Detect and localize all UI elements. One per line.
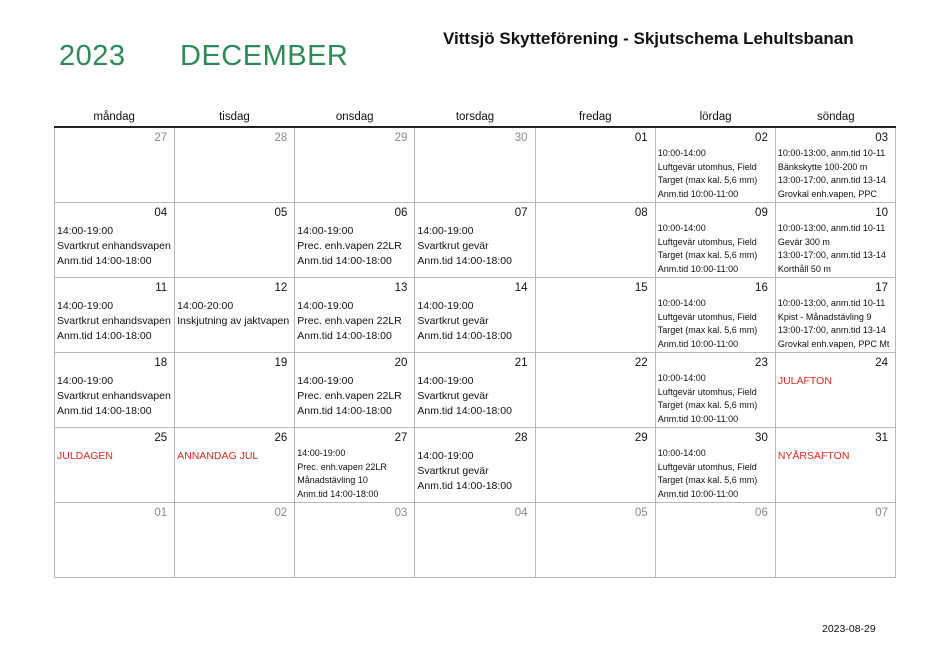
day-number: 18 <box>154 357 168 369</box>
event-lines <box>778 222 893 276</box>
day-number: 25 <box>154 432 168 444</box>
event-line: 10:00-14:00 <box>657 298 706 308</box>
event-line: Kpist - Månadstävling 9 <box>777 311 872 322</box>
day-number: 06 <box>394 207 408 219</box>
day-cell <box>295 278 415 353</box>
day-number: 20 <box>394 357 408 369</box>
day-cell <box>415 278 535 353</box>
event-lines <box>417 374 532 419</box>
day-cell <box>776 503 896 578</box>
day-number: 03 <box>875 132 888 144</box>
event-line: 14:00-19:00 <box>297 225 354 237</box>
event-lines <box>177 299 292 329</box>
event-line: 13:00-17:00, anm.tid 13-14 <box>777 250 886 261</box>
holiday-label: JULAFTON <box>777 375 832 387</box>
event-lines <box>297 374 412 419</box>
day-cell <box>295 353 415 428</box>
event-line: Prec. enh.vapen 22LR <box>297 240 402 252</box>
event-line: Anm.tid 14:00-18:00 <box>297 405 392 417</box>
event-line: Korthåll 50 m <box>777 263 831 274</box>
day-cell <box>536 428 656 503</box>
day-number: 22 <box>634 357 648 369</box>
day-number: 10 <box>875 207 888 219</box>
day-cell <box>415 503 535 578</box>
day-number: 30 <box>514 132 528 144</box>
day-number: 31 <box>875 432 888 444</box>
day-number: 01 <box>634 132 648 144</box>
day-number: 12 <box>274 282 288 294</box>
event-line: 14:00-19:00 <box>57 300 114 312</box>
day-cell <box>656 278 776 353</box>
event-lines <box>297 299 412 344</box>
event-line: Luftgevär utomhus, Field <box>657 236 757 247</box>
event-line: Luftgevär utomhus, Field <box>657 311 757 322</box>
event-line: Prec. enh.vapen 22LR <box>297 461 387 472</box>
event-lines <box>658 372 773 426</box>
event-line: Anm.tid 10:00-11:00 <box>657 488 739 499</box>
page-title: Vittsjö Skytteförening - Skjutschema Lehultsbanan <box>443 29 854 48</box>
weekday-header-row <box>54 108 896 128</box>
day-cell <box>175 128 295 203</box>
event-line: Anm.tid 14:00-18:00 <box>297 255 392 267</box>
day-cell <box>55 428 175 503</box>
event-line: Svartkrut gevär <box>417 315 489 327</box>
day-cell <box>415 353 535 428</box>
day-cell <box>656 428 776 503</box>
event-line: Anm.tid 10:00-11:00 <box>657 413 739 424</box>
event-line: Target (max kal. 5,6 mm) <box>657 400 758 411</box>
event-lines <box>658 447 773 501</box>
day-cell <box>536 128 656 203</box>
event-line: Target (max kal. 5,6 mm) <box>657 175 758 186</box>
event-line: 10:00-14:00 <box>657 148 706 158</box>
event-line: 10:00-13:00, anm.tid 10-11 <box>777 148 886 158</box>
event-line: 14:00-19:00 <box>417 225 474 237</box>
event-line: Svartkrut gevär <box>417 390 489 402</box>
event-line: Anm.tid 14:00-18:00 <box>417 255 512 267</box>
event-lines <box>658 222 773 276</box>
day-cell <box>415 428 535 503</box>
weekday-header: onsdag <box>335 111 374 123</box>
day-number: 26 <box>274 432 288 444</box>
event-line: Anm.tid 14:00-18:00 <box>417 405 512 417</box>
event-line: Anm.tid 14:00-18:00 <box>57 405 152 417</box>
event-line: Månadstävling 10 <box>297 475 368 486</box>
event-line: Inskjutning av jaktvapen <box>177 315 290 327</box>
day-cell <box>55 203 175 278</box>
event-line: Gevär 300 m <box>777 236 830 247</box>
event-lines <box>778 147 893 201</box>
day-cell <box>536 503 656 578</box>
day-cell <box>295 428 415 503</box>
day-cell <box>776 353 896 428</box>
day-cell <box>175 353 295 428</box>
event-line: 10:00-14:00 <box>657 223 706 233</box>
day-cell <box>175 278 295 353</box>
event-line: Anm.tid 10:00-11:00 <box>657 263 739 274</box>
event-line: Target (max kal. 5,6 mm) <box>657 325 758 336</box>
day-cell <box>295 203 415 278</box>
event-line: 13:00-17:00, anm.tid 13-14 <box>777 325 886 336</box>
day-number: 02 <box>755 132 768 144</box>
event-line: 14:00-19:00 <box>57 225 114 237</box>
day-number: 08 <box>634 207 648 219</box>
day-number: 09 <box>755 207 768 219</box>
event-lines <box>658 297 773 351</box>
event-line: Svartkrut enhandsvapen <box>57 390 171 402</box>
day-number: 03 <box>394 507 408 519</box>
weekday-header: torsdag <box>455 111 495 123</box>
day-number: 07 <box>514 207 528 219</box>
day-cell <box>776 128 896 203</box>
day-number: 05 <box>274 207 288 219</box>
day-cell <box>55 278 175 353</box>
event-lines <box>297 224 412 269</box>
event-line: Luftgevär utomhus, Field <box>657 386 757 397</box>
day-number: 24 <box>875 357 888 369</box>
event-lines <box>297 447 412 501</box>
day-number: 16 <box>755 282 768 294</box>
day-cell <box>55 353 175 428</box>
year-heading: 2023 <box>59 40 126 72</box>
event-line: Grovkal enh.vapen, PPC Mt <box>777 338 890 349</box>
event-lines <box>658 147 773 201</box>
event-line: Anm.tid 10:00-11:00 <box>657 188 739 199</box>
event-line: 13:00-17:00, anm.tid 13-14 <box>777 175 886 186</box>
event-line: 14:00-19:00 <box>417 300 474 312</box>
event-line: 10:00-13:00, anm.tid 10-11 <box>777 298 886 308</box>
day-cell <box>656 128 776 203</box>
event-line: Anm.tid 14:00-18:00 <box>417 330 512 342</box>
event-line: Anm.tid 14:00-18:00 <box>297 330 392 342</box>
day-number: 06 <box>755 507 768 519</box>
day-number: 27 <box>394 432 408 444</box>
day-number: 15 <box>634 282 648 294</box>
event-line: Anm.tid 10:00-11:00 <box>657 338 739 349</box>
day-number: 01 <box>154 507 168 519</box>
day-number: 17 <box>875 282 888 294</box>
event-line: Anm.tid 14:00-18:00 <box>57 255 152 267</box>
day-cell <box>536 203 656 278</box>
day-number: 04 <box>154 207 168 219</box>
event-line: Target (max kal. 5,6 mm) <box>657 250 758 261</box>
day-number: 07 <box>875 507 888 519</box>
day-cell <box>776 428 896 503</box>
day-cell <box>415 203 535 278</box>
event-line: Prec. enh.vapen 22LR <box>297 315 402 327</box>
day-number: 13 <box>394 282 408 294</box>
event-line: 14:00-19:00 <box>297 448 346 458</box>
event-line: Luftgevär utomhus, Field <box>657 461 757 472</box>
day-number: 23 <box>755 357 768 369</box>
day-cell <box>656 503 776 578</box>
event-line: 14:00-20:00 <box>177 300 234 312</box>
event-lines <box>57 374 172 419</box>
day-number: 02 <box>274 507 288 519</box>
day-number: 14 <box>514 282 528 294</box>
event-line: 14:00-19:00 <box>297 300 354 312</box>
event-line: Anm.tid 14:00-18:00 <box>297 488 379 499</box>
holiday-label: ANNANDAG JUL <box>177 450 259 462</box>
day-cell <box>415 128 535 203</box>
event-line: Bänkskytte 100-200 m <box>777 161 868 172</box>
weekday-header: måndag <box>93 111 135 123</box>
day-number: 28 <box>274 132 288 144</box>
day-number: 11 <box>155 282 168 294</box>
event-line: 14:00-19:00 <box>57 375 114 387</box>
month-heading: DECEMBER <box>180 40 349 72</box>
day-number: 21 <box>514 357 528 369</box>
holiday-label: JULDAGEN <box>57 450 114 462</box>
event-line: Svartkrut gevär <box>417 465 489 477</box>
event-line: Svartkrut enhandsvapen <box>57 240 171 252</box>
event-lines <box>778 297 893 351</box>
event-lines <box>778 374 893 389</box>
event-line: Svartkrut enhandsvapen <box>57 315 171 327</box>
day-number: 29 <box>394 132 408 144</box>
day-cell <box>656 203 776 278</box>
event-lines <box>57 449 172 464</box>
day-number: 27 <box>154 132 168 144</box>
calendar <box>54 108 896 578</box>
event-line: 10:00-14:00 <box>657 448 706 458</box>
event-line: Grovkal enh.vapen, PPC <box>777 188 877 199</box>
day-number: 19 <box>274 357 288 369</box>
day-cell <box>776 203 896 278</box>
event-line: Luftgevär utomhus, Field <box>657 161 757 172</box>
day-cell <box>175 428 295 503</box>
day-number: 05 <box>634 507 648 519</box>
event-lines <box>417 224 532 269</box>
weekday-header: tisdag <box>219 111 250 123</box>
event-line: Svartkrut gevär <box>417 240 489 252</box>
event-lines <box>417 299 532 344</box>
event-line: Anm.tid 14:00-18:00 <box>417 480 512 492</box>
event-lines <box>778 449 893 464</box>
event-line: 14:00-19:00 <box>417 450 474 462</box>
day-number: 29 <box>634 432 648 444</box>
event-lines <box>177 449 292 464</box>
event-lines <box>57 224 172 269</box>
day-cell <box>55 503 175 578</box>
footer-date: 2023-08-29 <box>822 623 876 635</box>
event-line: 14:00-19:00 <box>417 375 474 387</box>
day-number: 30 <box>755 432 768 444</box>
calendar-grid <box>54 128 896 578</box>
event-line: 10:00-14:00 <box>657 373 706 383</box>
day-cell <box>55 128 175 203</box>
event-line: 14:00-19:00 <box>297 375 354 387</box>
event-lines <box>57 299 172 344</box>
day-cell <box>656 353 776 428</box>
day-cell <box>536 278 656 353</box>
day-cell <box>175 503 295 578</box>
weekday-header: fredag <box>578 111 612 123</box>
weekday-header: söndag <box>816 111 855 123</box>
day-cell <box>536 353 656 428</box>
day-cell <box>295 503 415 578</box>
event-line: Prec. enh.vapen 22LR <box>297 390 402 402</box>
event-line: Target (max kal. 5,6 mm) <box>657 475 758 486</box>
day-number: 28 <box>514 432 528 444</box>
day-cell <box>776 278 896 353</box>
event-line: Anm.tid 14:00-18:00 <box>57 330 152 342</box>
weekday-header: lördag <box>699 111 732 123</box>
event-line: 10:00-13:00, anm.tid 10-11 <box>777 223 886 233</box>
day-cell <box>175 203 295 278</box>
day-cell <box>295 128 415 203</box>
day-number: 04 <box>514 507 528 519</box>
event-lines <box>417 449 532 494</box>
holiday-label: NYÅRSAFTON <box>777 450 850 462</box>
